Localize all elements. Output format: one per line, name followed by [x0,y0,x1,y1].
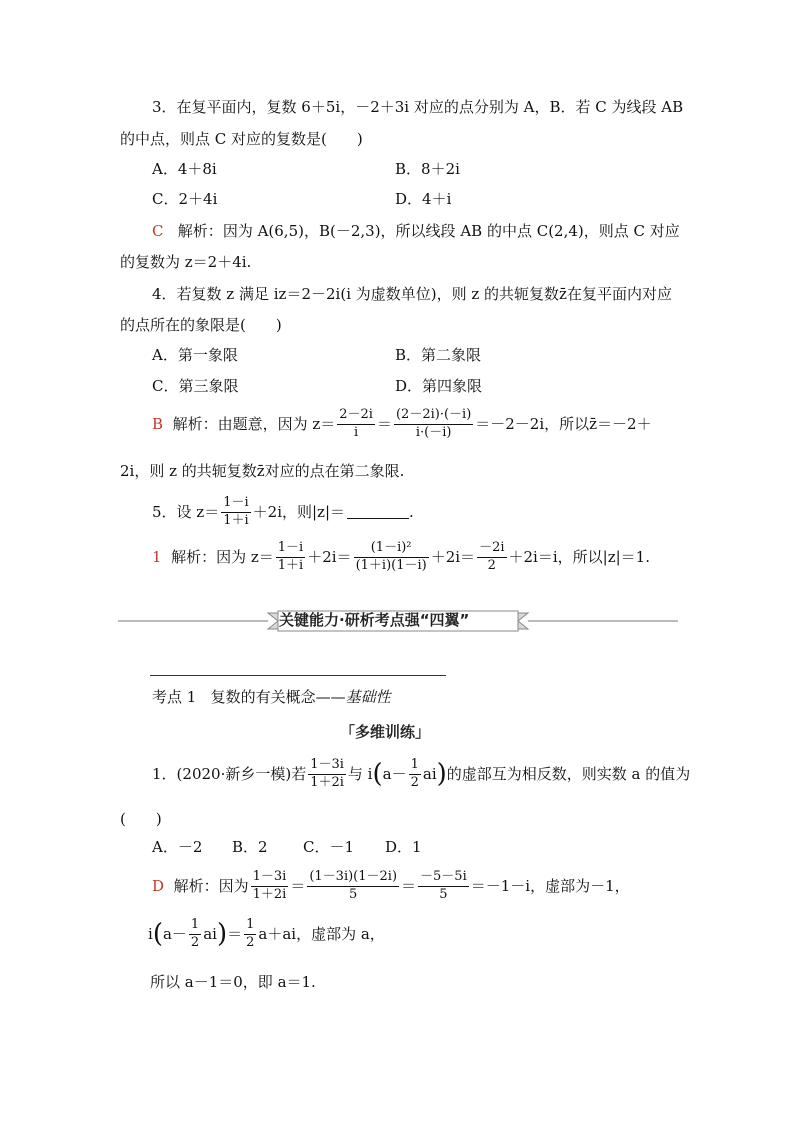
q5-end: . [409,502,414,521]
p1-solution-line1 [152,870,630,903]
q4-sol-label: 解析： [172,414,218,433]
q5-sol-fraction-3: $\frac{-2i}{2}$ [479,540,505,573]
q5-sol-post: ＋2i＝i，所以|z|＝1. [508,547,650,566]
q5-solution [152,541,650,574]
q4-eq: ＝ [376,414,392,433]
p1-sol-fraction-3: $\frac{-5-5i}{5}$ [420,869,467,902]
q4-option-c: C．第三象限 [152,377,239,395]
p1-l2-fraction-1: $\frac{1}{2}$ [190,917,200,950]
topic-tag: 基础性 [345,688,391,706]
p1-line1 [152,758,690,791]
q4-fraction-1: $\frac{2-2i}{i}$ [339,407,373,440]
p1-answer: D [152,876,165,895]
training-title: 「多维训练」 [340,723,431,741]
q4-line2: 的点所在的象限是( ) [120,316,282,334]
q4-sol-post: ＝－2－2i，所以z̄＝－2＋ [475,414,652,433]
q3-line2: 的中点，则点 C 对应的复数是( ) [120,130,363,148]
p1-sol-fraction-2: $\frac{(1-3i)(1-2i)}{5}$ [309,869,398,902]
p1-l2-paren-close: ) [216,919,228,950]
topic-rule [150,675,446,676]
topic-heading [152,690,391,705]
p1-a-post: ai [422,764,437,783]
q3-sol-label: 解析： [177,222,223,240]
q3-option-a: A．4＋8i [152,160,217,178]
q3-line1: 3．在复平面内，复数 6＋5i，－2＋3i 对应的点分别为 A，B．若 C 为线段 AB [152,98,684,116]
q4-answer: B [152,414,164,433]
q5-sol-pre: 因为 z＝ [216,547,274,566]
p1-sol-eq1: ＝ [290,876,306,895]
q4-option-d: D．第四象限 [395,377,483,395]
q4-line1: 4．若复数 z 满足 iz＝2－2i(i 为虚数单位)，则 z 的共轭复数z̄在复平面内对应 [152,285,672,303]
topic-label: 考点 1 [152,688,197,706]
q3-solution-line2: 的复数为 z＝2＋4i. [120,253,252,271]
q5-sol-fraction-2: $\frac{\text{(1－i)²}}{(1+i)(1-i)}$ [355,540,427,573]
q3-solution-line1 [152,224,680,239]
q4-solution-line2: 2i，则 z 的共轭复数z̄对应的点在第二象限. [120,462,405,480]
topic-title: 复数的有关概念 [210,688,316,706]
p1-sol-eq2: ＝ [401,876,417,895]
p1-option-c: C．－1 [303,838,355,856]
p1-l2-eq: ＝ [227,924,243,943]
p1-mid: 与 i [347,764,373,783]
p1-l2-fraction-2: $\frac{1}{2}$ [246,917,255,950]
p1-solution-line3: 所以 a－1＝0，即 a＝1. [150,973,316,991]
q5-post: ＋2i，则|z|＝ [252,502,346,521]
p1-option-d: D．1 [385,838,422,856]
q5-answer-blank[interactable] [347,506,409,519]
p1-sol-post: ＝－1－i，虚部为－1， [470,876,630,895]
p1-paren: ( ) [120,810,162,828]
p1-sol-pre: 因为 [218,876,249,895]
q5-sol-label: 解析： [171,547,217,566]
q4-fraction-2: $\frac{(2-2i)\cdot(-i)}{i\cdot(-i)}$ [395,407,472,440]
q3-option-d: D．4＋i [395,190,452,208]
q3-answer: C [152,222,164,240]
p1-fraction-1: $\frac{1-3i}{1+2i}$ [310,757,344,790]
p1-option-a: A．－2 [152,838,203,856]
p1-pre: 1．(2020·新乡一模)若 [152,764,307,783]
q5-sol-mid2: ＋2i＝ [430,547,476,566]
q5-sol-fraction-1: $\frac{1-i}{1+i}$ [277,540,304,573]
q4-solution-line1 [152,408,652,441]
q5-answer: 1 [152,547,162,566]
p1-l2-i: i [148,924,153,943]
p1-option-b: B．2 [232,838,268,856]
p1-post: 的虚部互为相反数，则实数 a 的值为 [446,764,691,783]
q5-line [152,496,414,529]
q5-fraction: $\frac{1-i}{1+i}$ [223,495,249,528]
q5-sol-mid1: ＋2i＝ [307,547,352,566]
p1-paren-open: ( [372,759,383,790]
q4-option-a: A．第一象限 [152,346,238,364]
q5-pre: 5．设 z＝ [152,502,220,521]
banner-title: 关键能力·研析考点强“四翼” [279,611,470,629]
q4-option-b: B．第二象限 [395,346,482,364]
p1-paren-close: ) [436,759,447,790]
p1-l2-post: a＋ai，虚部为 a， [258,924,385,943]
topic-dash: —— [315,688,346,706]
p1-sol-fraction-1: $\frac{1-3i}{1+2i}$ [252,869,287,902]
q4-sol-pre: 由题意，因为 z＝ [217,414,336,433]
p1-l2-paren-open: ( [152,919,163,950]
q3-option-b: B．8＋2i [395,160,460,178]
p1-fraction-2: $\frac{1}{2}$ [410,757,419,790]
p1-l2-a: a－ [162,924,187,943]
p1-l2-ai: ai [203,924,217,943]
p1-sol-label: 解析： [173,876,219,895]
q3-option-c: C．2＋4i [152,190,218,208]
p1-solution-line2 [148,918,385,951]
p1-a-pre: a－ [382,764,407,783]
q3-sol-text1: 因为 A(6,5)，B(－2,3)，所以线段 AB 的中点 C(2,4)，则点 C 对应 [222,222,680,240]
